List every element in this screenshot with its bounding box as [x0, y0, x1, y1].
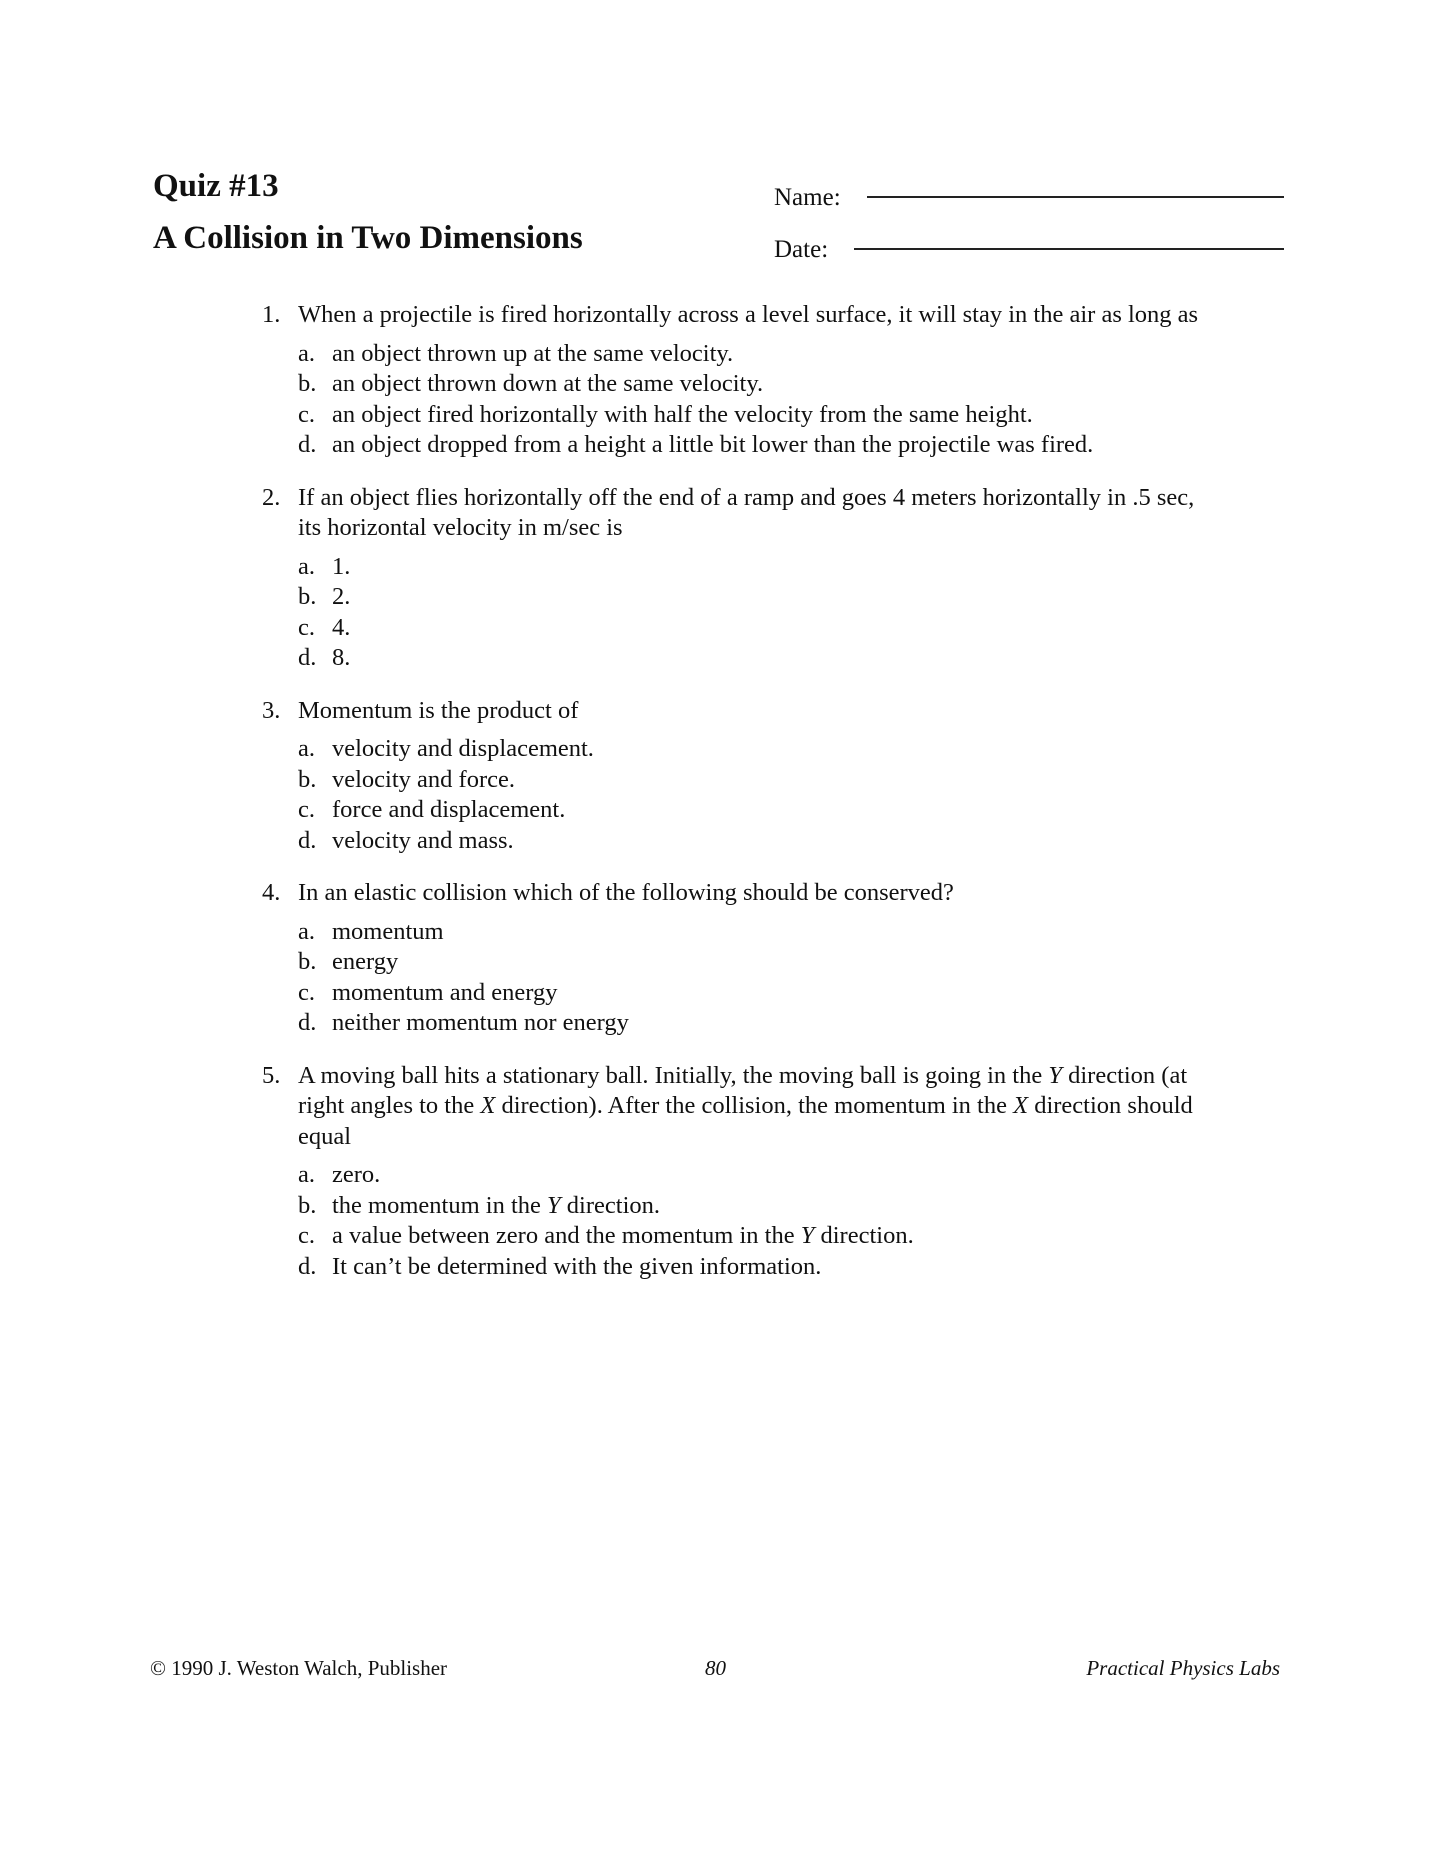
option-text: an object thrown up at the same velocity. [332, 339, 734, 367]
option-d[interactable] [298, 826, 1202, 857]
option-text [332, 1191, 1202, 1222]
option-text: an object fired horizontally with half the velocity from the same height. [332, 400, 1033, 428]
option-text: 4. [332, 613, 351, 641]
quiz-title-block [153, 160, 583, 264]
page-number: 80 [705, 1656, 726, 1680]
option-c[interactable] [298, 1221, 1202, 1252]
question-4 [262, 878, 1202, 1039]
option-letter: c. [298, 1222, 315, 1249]
question-number: 1. [262, 301, 281, 328]
question-5 [262, 1061, 1202, 1283]
option-letter: a. [298, 552, 315, 580]
option-letter: c. [298, 978, 315, 1006]
option-letter: a. [298, 917, 315, 945]
option-d[interactable] [298, 1252, 1202, 1283]
quiz-number: Quiz #13 [153, 168, 279, 204]
date-field[interactable] [774, 212, 1284, 264]
text-segment: direction. [560, 1191, 660, 1219]
text-segment: a value between zero and the momentum in the [332, 1222, 801, 1249]
option-text: velocity and displacement. [332, 735, 594, 762]
option-letter: d. [298, 1252, 317, 1280]
option-d[interactable] [298, 643, 1202, 674]
question-text: When a projectile is fired horizontally across a level surface, it will stay in the air as long as [298, 301, 1199, 328]
question-text: Momentum is the product of [298, 696, 579, 724]
text-segment: direction. [814, 1222, 914, 1249]
name-field[interactable] [774, 160, 1284, 212]
option-a[interactable] [298, 1160, 1202, 1191]
option-b[interactable] [298, 582, 1202, 613]
variable-y: Y [800, 1222, 815, 1249]
option-b[interactable] [298, 765, 1202, 796]
copyright-notice: © 1990 J. Weston Walch, Publisher [150, 1656, 448, 1680]
option-c[interactable] [298, 978, 1202, 1009]
question-number: 2. [262, 483, 281, 511]
option-letter: a. [298, 1161, 315, 1188]
option-text: an object thrown down at the same velocity. [332, 370, 764, 397]
option-text: 1. [332, 552, 351, 580]
option-letter: d. [298, 431, 317, 458]
option-letter: a. [298, 735, 315, 762]
quiz-subtitle: A Collision in Two Dimensions [153, 220, 583, 256]
option-a[interactable] [298, 917, 1202, 948]
option-text: neither momentum nor energy [332, 1009, 629, 1036]
text-segment: A moving ball hits a stationary ball. Initially, the moving ball is going in the [298, 1061, 1049, 1089]
text-segment: direction should equal [298, 1092, 1193, 1150]
date-blank-line[interactable] [854, 248, 1284, 250]
option-letter: b. [298, 370, 317, 397]
option-c[interactable] [298, 400, 1202, 431]
option-text [332, 1221, 1202, 1252]
variable-y: Y [1048, 1061, 1062, 1089]
option-text: an object dropped from a height a little bit lower than the projectile was fired. [332, 431, 1094, 458]
option-c[interactable] [298, 613, 1202, 644]
option-text: energy [332, 948, 399, 975]
question-list [262, 300, 1202, 1304]
question-text [298, 1061, 1202, 1153]
option-text: zero. [332, 1161, 381, 1188]
variable-x: X [480, 1092, 496, 1119]
option-letter: a. [298, 339, 315, 367]
option-letter: b. [298, 583, 317, 610]
option-text: 2. [332, 583, 351, 610]
question-text: In an elastic collision which of the following should be conserved? [298, 879, 954, 906]
option-letter: d. [298, 644, 317, 671]
question-3 [262, 696, 1202, 857]
option-letter: b. [298, 948, 317, 975]
option-d[interactable] [298, 1008, 1202, 1039]
option-text: 8. [332, 644, 351, 671]
question-text: If an object flies horizontally off the end of a ramp and goes 4 meters horizontally in .5 sec, its horizontal velocity in m/sec is [298, 483, 1195, 541]
option-letter: c. [298, 613, 315, 641]
option-a[interactable] [298, 339, 1202, 370]
question-number: 4. [262, 879, 281, 906]
question-number: 3. [262, 696, 281, 724]
option-text: velocity and mass. [332, 826, 514, 854]
option-a[interactable] [298, 734, 1202, 765]
option-d[interactable] [298, 430, 1202, 461]
book-title: Practical Physics Labs [1086, 1656, 1280, 1680]
student-fields [774, 160, 1284, 264]
name-blank-line[interactable] [867, 196, 1284, 198]
option-b[interactable] [298, 1191, 1202, 1222]
option-b[interactable] [298, 369, 1202, 400]
text-segment: direction). After the collision, the momentum in the [495, 1092, 1014, 1119]
question-2 [262, 483, 1202, 674]
option-letter: c. [298, 796, 315, 823]
variable-y: Y [547, 1191, 561, 1219]
text-segment: direction (at right angles to the [298, 1061, 1188, 1119]
option-text: force and displacement. [332, 796, 566, 823]
option-letter: b. [298, 1191, 317, 1219]
date-label: Date: [774, 236, 829, 263]
question-number: 5. [262, 1061, 281, 1089]
option-letter: d. [298, 1009, 317, 1036]
option-text: momentum [332, 917, 444, 945]
variable-x: X [1013, 1092, 1029, 1119]
option-letter: d. [298, 826, 317, 854]
option-letter: c. [298, 400, 315, 428]
name-label: Name: [774, 184, 841, 211]
option-text: momentum and energy [332, 978, 558, 1006]
page-footer [150, 1656, 1280, 1681]
text-segment: the momentum in the [332, 1191, 548, 1219]
option-text: velocity and force. [332, 765, 515, 793]
option-text: It can’t be determined with the given information. [332, 1252, 822, 1280]
option-c[interactable] [298, 795, 1202, 826]
option-letter: b. [298, 765, 317, 793]
option-b[interactable] [298, 947, 1202, 978]
question-1 [262, 300, 1202, 461]
option-a[interactable] [298, 552, 1202, 583]
